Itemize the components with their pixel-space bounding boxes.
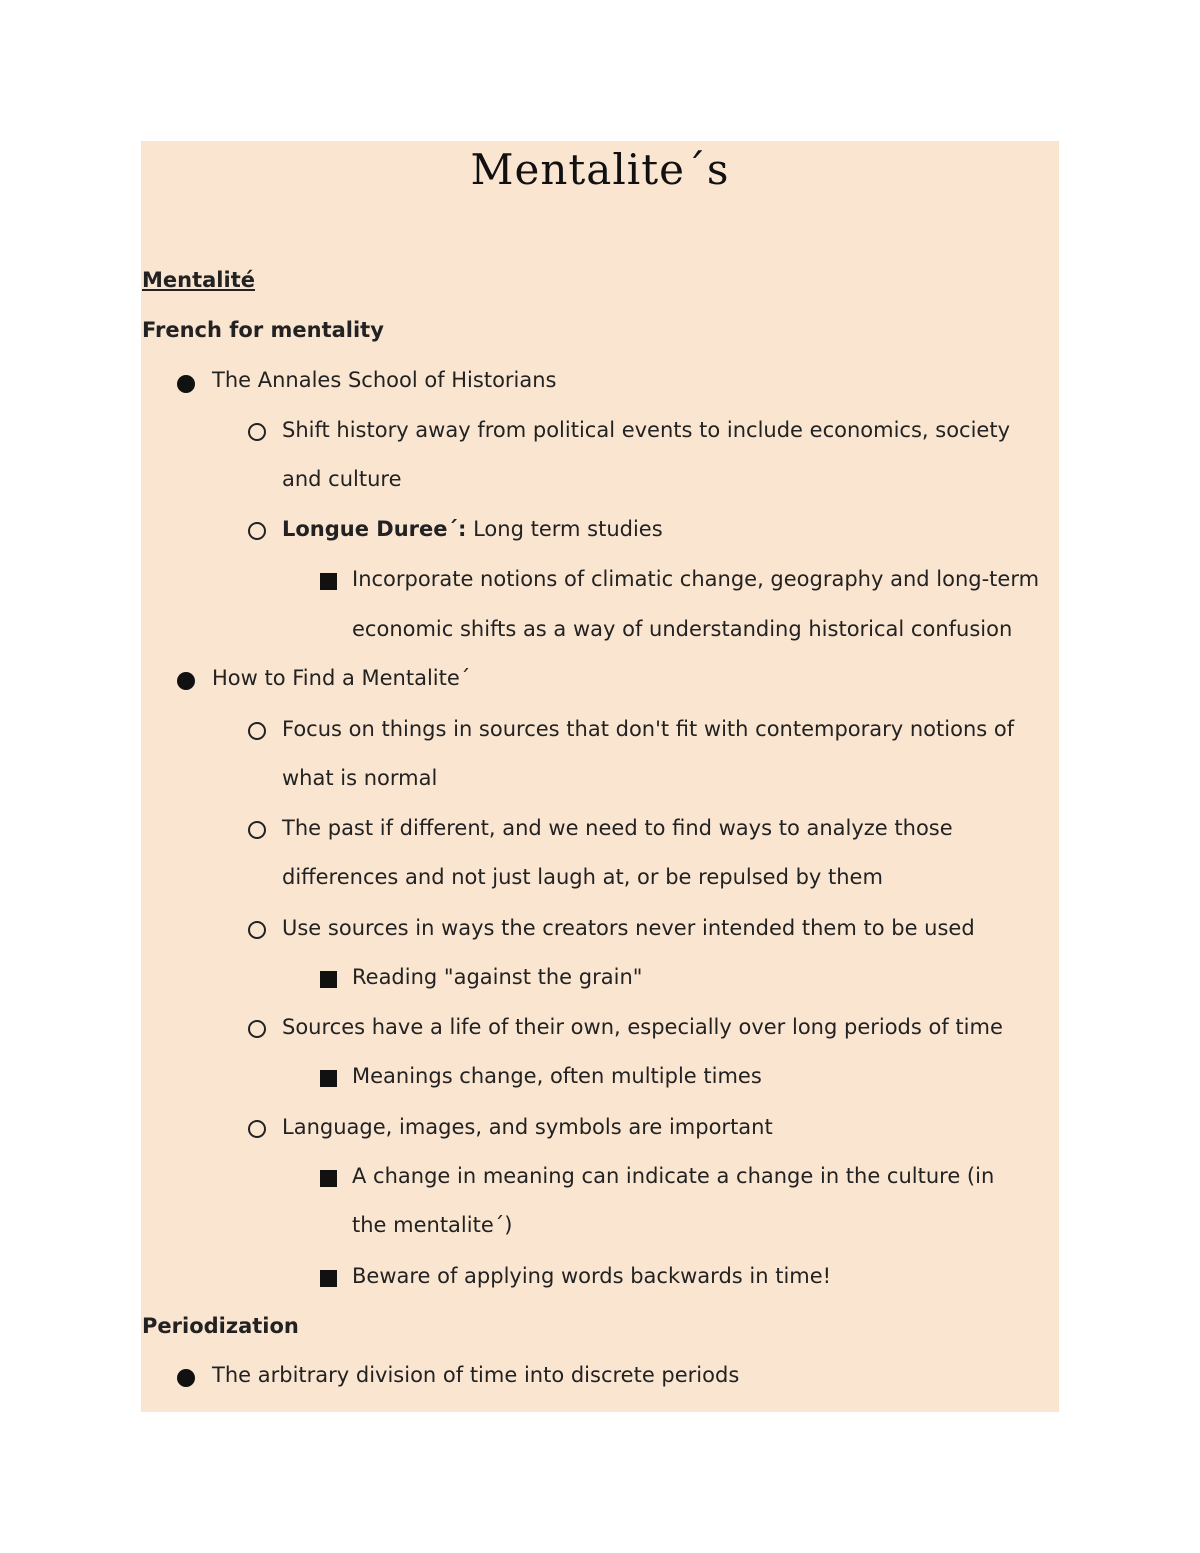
bullet-circle-icon xyxy=(248,423,266,441)
list-item: How to Find a Mentalite´ xyxy=(212,666,471,690)
list-item-continuation: differences and not just laugh at, or be repulsed by them xyxy=(282,865,883,889)
bullet-circle-icon xyxy=(248,921,266,939)
bullet-circle-icon xyxy=(248,1020,266,1038)
bullet-dot-icon xyxy=(177,375,195,393)
list-item: Use sources in ways the creators never intended them to be used xyxy=(282,916,975,940)
list-item: Language, images, and symbols are important xyxy=(282,1115,773,1139)
bullet-square-icon xyxy=(320,1070,337,1087)
bullet-square-icon xyxy=(320,1170,337,1187)
bullet-circle-icon xyxy=(248,522,266,540)
list-item: The arbitrary division of time into discrete periods xyxy=(212,1363,740,1387)
section-subheading: French for mentality xyxy=(142,318,384,342)
list-item: The past if different, and we need to find ways to analyze those xyxy=(282,816,953,840)
list-item: The Annales School of Historians xyxy=(212,368,557,392)
list-item: Focus on things in sources that don't fit with contemporary notions of xyxy=(282,717,1015,741)
bullet-circle-icon xyxy=(248,821,266,839)
bullet-dot-icon xyxy=(177,672,195,690)
bullet-square-icon xyxy=(320,573,337,590)
term-longue-duree: Longue Duree´: xyxy=(282,517,467,541)
term-definition: Long term studies xyxy=(466,517,663,541)
bullet-square-icon xyxy=(320,1270,337,1287)
list-item: Incorporate notions of climatic change, geography and long-term xyxy=(352,567,1040,591)
page-title: Mentalite´s xyxy=(470,145,730,194)
list-item: A change in meaning can indicate a change in the culture (in xyxy=(352,1164,995,1188)
bullet-circle-icon xyxy=(248,722,266,740)
bullet-square-icon xyxy=(320,971,337,988)
list-item-continuation: the mentalite´) xyxy=(352,1213,513,1237)
list-item: Reading "against the grain" xyxy=(352,965,643,989)
section-heading-periodization: Periodization xyxy=(142,1314,299,1338)
list-item: Meanings change, often multiple times xyxy=(352,1064,762,1088)
list-item-continuation: and culture xyxy=(282,467,402,491)
list-item-continuation: what is normal xyxy=(282,766,438,790)
list-item: Shift history away from political events to include economics, society xyxy=(282,418,1011,442)
list-item: Beware of applying words backwards in time! xyxy=(352,1264,832,1288)
bullet-circle-icon xyxy=(248,1120,266,1138)
list-item xyxy=(282,515,663,543)
list-item-continuation: economic shifts as a way of understanding historical confusion xyxy=(352,617,1013,641)
bullet-dot-icon xyxy=(177,1369,195,1387)
section-heading-mentalite: Mentalité xyxy=(142,268,255,292)
list-item: Sources have a life of their own, especially over long periods of time xyxy=(282,1015,1003,1039)
